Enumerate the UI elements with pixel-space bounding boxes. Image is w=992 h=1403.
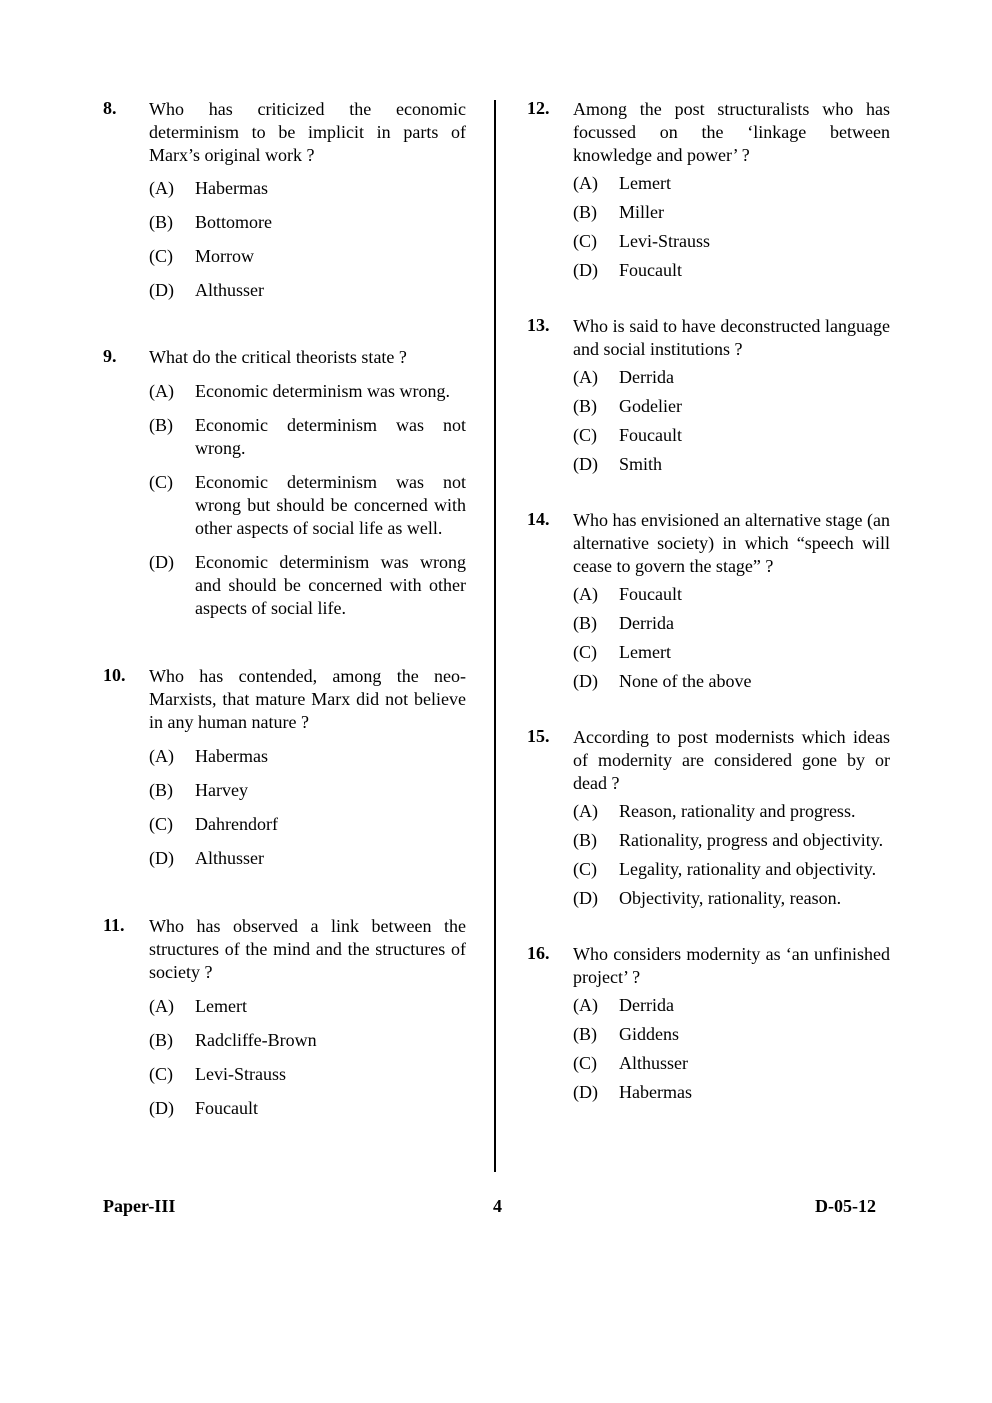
option-text: Godelier [619, 396, 682, 416]
option-a[interactable] [573, 583, 890, 606]
question-16 [527, 943, 890, 1104]
paper-label: Paper-III [103, 1196, 176, 1216]
option-b[interactable] [573, 1023, 890, 1046]
question-number: 13. [527, 315, 550, 335]
option-label: (A) [573, 801, 598, 821]
option-label: (B) [149, 212, 173, 232]
option-text: Levi-Strauss [619, 231, 710, 251]
question-text: Who has observed a link between the structures of the mind and the structures of society ? [149, 916, 466, 982]
option-c[interactable] [149, 813, 466, 836]
option-text: Derrida [619, 995, 674, 1015]
option-label: (D) [573, 454, 598, 474]
option-text: Habermas [195, 178, 268, 198]
question-text: Who has criticized the economic determinism to be implicit in parts of Marx’s original work ? [149, 99, 466, 165]
option-a[interactable] [573, 994, 890, 1017]
option-label: (A) [573, 995, 598, 1015]
question-text: Who considers modernity as ‘an unfinished project’ ? [573, 944, 890, 987]
option-a[interactable] [149, 745, 466, 768]
option-text: Legality, rationality and objectivity. [619, 859, 877, 879]
option-text: Derrida [619, 613, 674, 633]
option-text: Smith [619, 454, 663, 474]
left-column [103, 98, 466, 1120]
options-list [573, 800, 890, 910]
option-text: Foucault [195, 1098, 258, 1118]
option-c[interactable] [573, 858, 890, 881]
option-b[interactable] [149, 211, 466, 234]
option-a[interactable] [149, 380, 466, 403]
option-label: (D) [573, 1082, 598, 1102]
options-list [573, 583, 890, 693]
option-text: Rationality, progress and objectivity. [619, 830, 884, 850]
question-text: What do the critical theorists state ? [149, 347, 407, 367]
option-text: Lemert [195, 996, 247, 1016]
option-c[interactable] [149, 471, 466, 540]
question-10 [103, 665, 466, 870]
option-label: (A) [573, 367, 598, 387]
option-text: Reason, rationality and progress. [619, 801, 856, 821]
question-number: 9. [103, 346, 117, 366]
column-divider [494, 100, 496, 1172]
question-14 [527, 509, 890, 693]
option-label: (B) [149, 1030, 173, 1050]
question-text: Among the post structuralists who has focussed on the ‘linkage between knowledge and power’ ? [573, 99, 890, 165]
option-text: Althusser [619, 1053, 688, 1073]
option-label: (B) [149, 415, 173, 435]
option-text: Althusser [195, 280, 264, 300]
question-number: 16. [527, 943, 550, 963]
option-text: Lemert [619, 642, 671, 662]
option-b[interactable] [573, 612, 890, 635]
option-a[interactable] [573, 366, 890, 389]
option-d[interactable] [149, 279, 466, 302]
option-text: Althusser [195, 848, 264, 868]
option-label: (C) [573, 859, 597, 879]
option-text: Lemert [619, 173, 671, 193]
option-label: (B) [573, 202, 597, 222]
option-text: Bottomore [195, 212, 272, 232]
option-text: Miller [619, 202, 664, 222]
question-11 [103, 915, 466, 1120]
option-text: Dahrendorf [195, 814, 278, 834]
option-text: Giddens [619, 1024, 679, 1044]
option-label: (C) [149, 814, 173, 834]
option-d[interactable] [573, 887, 890, 910]
option-d[interactable] [149, 1097, 466, 1120]
page-footer [103, 1196, 876, 1222]
paper-code: D-05-12 [815, 1196, 876, 1216]
option-label: (D) [573, 260, 598, 280]
option-label: (C) [573, 1053, 597, 1073]
question-number: 8. [103, 98, 117, 118]
question-text: Who is said to have deconstructed language and social institutions ? [573, 316, 890, 359]
option-d[interactable] [149, 847, 466, 870]
option-c[interactable] [573, 641, 890, 664]
option-label: (A) [149, 746, 174, 766]
question-15 [527, 726, 890, 910]
question-text: Who has envisioned an alternative stage (an alternative society) in which “speech will cease to govern the stage” ? [573, 510, 890, 576]
question-12 [527, 98, 890, 282]
option-b[interactable] [573, 395, 890, 418]
question-text: Who has contended, among the neo-Marxists, that mature Marx did not believe in any human nature ? [149, 666, 466, 732]
question-number: 11. [103, 915, 125, 935]
option-text: Derrida [619, 367, 674, 387]
option-label: (D) [149, 280, 174, 300]
options-list [149, 177, 466, 302]
option-c[interactable] [149, 1063, 466, 1086]
option-label: (B) [573, 1024, 597, 1044]
option-text: Harvey [195, 780, 248, 800]
option-text: Economic determinism was not wrong. [195, 415, 466, 458]
option-text: Morrow [195, 246, 254, 266]
question-number: 10. [103, 665, 126, 685]
option-c[interactable] [149, 245, 466, 268]
option-label: (B) [573, 830, 597, 850]
right-column [527, 98, 890, 1104]
option-text: Foucault [619, 584, 682, 604]
option-label: (B) [573, 613, 597, 633]
page-number: 4 [493, 1196, 502, 1216]
option-b[interactable] [149, 779, 466, 802]
option-d[interactable] [149, 551, 466, 620]
option-label: (C) [573, 425, 597, 445]
option-b[interactable] [573, 829, 890, 852]
option-label: (C) [573, 642, 597, 662]
option-text: Levi-Strauss [195, 1064, 286, 1084]
question-text: According to post modernists which ideas of modernity are considered gone by or dead ? [573, 727, 890, 793]
option-label: (A) [149, 996, 174, 1016]
option-b[interactable] [573, 201, 890, 224]
option-d[interactable] [573, 1081, 890, 1104]
option-d[interactable] [573, 670, 890, 693]
option-b[interactable] [149, 1029, 466, 1052]
option-label: (D) [149, 848, 174, 868]
option-label: (D) [573, 888, 598, 908]
option-label: (C) [149, 246, 173, 266]
question-9 [103, 346, 466, 620]
options-list [149, 380, 466, 620]
option-text: Foucault [619, 260, 682, 280]
option-text: Foucault [619, 425, 682, 445]
option-label: (C) [149, 1064, 173, 1084]
option-text: Habermas [195, 746, 268, 766]
options-list [573, 172, 890, 282]
option-label: (A) [149, 178, 174, 198]
question-13 [527, 315, 890, 476]
option-label: (D) [573, 671, 598, 691]
options-list [573, 366, 890, 476]
option-a[interactable] [149, 177, 466, 200]
option-label: (C) [149, 472, 173, 492]
option-text: None of the above [619, 671, 752, 691]
option-d[interactable] [573, 453, 890, 476]
options-list [149, 995, 466, 1120]
option-label: (B) [573, 396, 597, 416]
option-d[interactable] [573, 259, 890, 282]
option-a[interactable] [573, 172, 890, 195]
option-label: (C) [573, 231, 597, 251]
option-text: Economic determinism was wrong. [195, 381, 450, 401]
option-label: (A) [149, 381, 174, 401]
option-text: Economic determinism was wrong and should be concerned with other aspects of social life. [195, 552, 466, 618]
option-label: (B) [149, 780, 173, 800]
question-8 [103, 98, 466, 302]
option-a[interactable] [573, 800, 890, 823]
option-text: Habermas [619, 1082, 692, 1102]
option-label: (D) [149, 1098, 174, 1118]
option-b[interactable] [149, 414, 466, 460]
option-text: Objectivity, rationality, reason. [619, 888, 842, 908]
question-number: 15. [527, 726, 550, 746]
option-a[interactable] [149, 995, 466, 1018]
question-number: 14. [527, 509, 550, 529]
option-label: (A) [573, 584, 598, 604]
question-number: 12. [527, 98, 550, 118]
option-label: (D) [149, 552, 174, 572]
options-list [573, 994, 890, 1104]
option-text: Economic determinism was not wrong but should be concerned with other aspects of social life as well. [195, 472, 466, 538]
option-c[interactable] [573, 230, 890, 253]
option-label: (A) [573, 173, 598, 193]
option-c[interactable] [573, 1052, 890, 1075]
option-c[interactable] [573, 424, 890, 447]
options-list [149, 745, 466, 870]
option-text: Radcliffe-Brown [195, 1030, 317, 1050]
